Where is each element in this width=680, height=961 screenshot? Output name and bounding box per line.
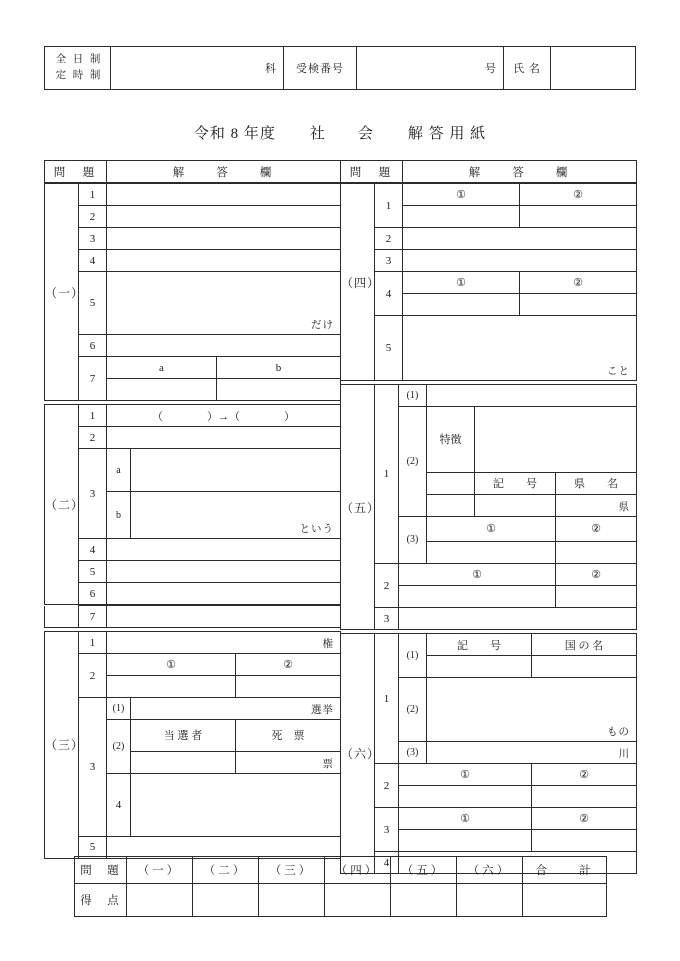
score-value-2[interactable] — [193, 884, 259, 917]
answer-2-5[interactable] — [107, 561, 341, 583]
qno-6-3: 3 — [375, 808, 399, 852]
qno-4-2: 2 — [375, 228, 403, 250]
answer-4-1-2[interactable] — [520, 206, 637, 228]
qno-5-2: 2 — [375, 564, 399, 608]
subhead-3-3-2-a: 当 選 者 — [131, 720, 236, 752]
score-col-6: （六） — [457, 857, 523, 884]
qno-5-3: 3 — [375, 608, 399, 630]
answer-4-1-1[interactable] — [403, 206, 520, 228]
answer-4-5[interactable] — [403, 316, 637, 381]
answer-3-1[interactable] — [107, 632, 341, 654]
block-4 — [340, 183, 637, 381]
score-value-3[interactable] — [259, 884, 325, 917]
qno-1-3: 3 — [79, 228, 107, 250]
subhead-6-1-1-kuni: 国 の 名 — [532, 634, 637, 656]
score-value-6[interactable] — [457, 884, 523, 917]
answer-5-1-2-kigou[interactable] — [475, 494, 556, 516]
subhead-4-4-1: ① — [403, 272, 520, 294]
qno-4-3: 3 — [375, 250, 403, 272]
subhead-6-1-1-kigou: 記 号 — [427, 634, 532, 656]
answer-6-2-2[interactable] — [532, 786, 637, 808]
answer-6-1-2[interactable] — [427, 678, 637, 742]
score-col-1: （一） — [127, 857, 193, 884]
answer-5-2-1[interactable] — [399, 586, 556, 608]
exam-number-field[interactable] — [357, 47, 504, 90]
subno-6-1-1: (1) — [399, 634, 427, 678]
subhead-3-2-1: ① — [107, 654, 236, 676]
answer-6-1-1-kigou[interactable] — [427, 656, 532, 678]
score-value-4[interactable] — [325, 884, 391, 917]
header-answer-right: 解 答 欄 — [403, 161, 637, 183]
suffix-3-1: 権 — [322, 639, 335, 650]
answer-2-7[interactable] — [107, 606, 341, 628]
suffix-1-5: だけ — [311, 320, 334, 331]
qno-3-2: 2 — [79, 654, 107, 698]
answer-2-3-a[interactable] — [131, 449, 341, 492]
title-year: 令和 8 年度 — [193, 126, 276, 142]
subno-5-1-1: (1) — [399, 385, 427, 407]
left-column-header — [44, 160, 341, 183]
subno-3-3-2: (2) — [107, 720, 131, 774]
qno-4-1: 1 — [375, 184, 403, 228]
subhead-5-1-3-1: ① — [427, 516, 556, 542]
subhead-6-2-1: ① — [399, 764, 532, 786]
header-info-table — [44, 46, 636, 90]
qno-3-1: 1 — [79, 632, 107, 654]
subhead-5-1-2-kigou: 記 号 — [475, 472, 556, 494]
left-column — [44, 160, 340, 874]
title-sheet: 解 答 用 紙 — [407, 126, 487, 142]
suffix-2-3-b: という — [299, 524, 334, 535]
qno-2-3: 3 — [79, 449, 107, 539]
score-col-2: （二） — [193, 857, 259, 884]
right-column-header — [340, 160, 637, 183]
block-6 — [340, 633, 637, 874]
qno-4-5: 5 — [375, 316, 403, 381]
answer-5-1-2-feature[interactable] — [475, 407, 637, 473]
answer-3-4[interactable] — [131, 773, 341, 836]
group-label-1: （一） — [45, 184, 79, 401]
answer-6-3-1[interactable] — [399, 830, 532, 852]
answer-1-1[interactable] — [107, 184, 341, 206]
score-table-wrap — [74, 856, 606, 917]
suffix-5-1-2: 県 — [618, 501, 631, 513]
subhead-1-7-a: a — [107, 357, 217, 379]
score-header-label: 問 題 — [75, 857, 127, 884]
suffix-6-1-2: もの — [607, 727, 630, 738]
exam-number-unit: 号 — [485, 63, 497, 75]
suffix-6-1-3: 川 — [618, 749, 630, 760]
subhead-3-3-2-b: 死 票 — [236, 720, 341, 752]
subno-5-1-2: (2) — [399, 407, 427, 517]
qno-1-6: 6 — [79, 335, 107, 357]
answer-4-4-2[interactable] — [520, 294, 637, 316]
qno-6-2: 2 — [375, 764, 399, 808]
score-col-5: （五） — [391, 857, 457, 884]
group-label-2: （二） — [45, 405, 79, 605]
qno-3-5: 5 — [79, 836, 107, 858]
subhead-4-4-2: ② — [520, 272, 637, 294]
suffix-3-3-2: 票 — [322, 758, 335, 770]
answer-5-1-1[interactable] — [427, 385, 637, 407]
block-2 — [44, 404, 341, 605]
answer-6-3-2[interactable] — [532, 830, 637, 852]
qno-2-6: 6 — [79, 583, 107, 605]
answer-5-1-3-2[interactable] — [556, 542, 637, 564]
answer-4-2[interactable] — [403, 228, 637, 250]
name-label: 氏 名 — [504, 47, 551, 90]
answer-3-2-2[interactable] — [236, 676, 341, 698]
subno-5-1-3: (3) — [399, 516, 427, 564]
course-label: 科 — [265, 63, 277, 75]
answer-3-5[interactable] — [107, 836, 341, 858]
qno-4-4: 4 — [375, 272, 403, 316]
exam-number-label: 受検番号 — [284, 47, 357, 90]
qno-3-3: 3 — [79, 698, 107, 837]
qno-2-4: 4 — [79, 539, 107, 561]
answer-4-3[interactable] — [403, 250, 637, 272]
qno-5-1: 1 — [375, 385, 399, 564]
answer-3-3-2-a[interactable] — [131, 751, 236, 773]
school-mode-line1: 全 日 制 — [55, 53, 103, 65]
answer-6-2-1[interactable] — [399, 786, 532, 808]
score-col-3: （三） — [259, 857, 325, 884]
answer-5-1-2-ken[interactable] — [556, 494, 637, 516]
subhead-4-1-1: ① — [403, 184, 520, 206]
subno-6-1-2: (2) — [399, 678, 427, 742]
answer-5-2-2[interactable] — [556, 586, 637, 608]
subno-6-1-3: (3) — [399, 742, 427, 764]
suffix-3-3-1: 選挙 — [311, 705, 335, 716]
subhead-1-7-b: b — [217, 357, 341, 379]
subhead-3-2-2: ② — [236, 654, 341, 676]
qno-2-5: 5 — [79, 561, 107, 583]
score-value-total[interactable] — [523, 884, 607, 917]
answer-1-5[interactable] — [107, 272, 341, 335]
answer-1-6[interactable] — [107, 335, 341, 357]
header-question-right: 問 題 — [341, 161, 403, 183]
qno-1-4: 4 — [79, 250, 107, 272]
qno-2-7: 7 — [79, 606, 107, 628]
score-points-label: 得 点 — [75, 884, 127, 917]
subhead-5-2-1: ① — [399, 564, 556, 586]
subhead-6-2-2: ② — [532, 764, 637, 786]
answer-6-1-1-kuni[interactable] — [532, 656, 637, 678]
qno-1-5: 5 — [79, 272, 107, 335]
answer-2-6[interactable] — [107, 583, 341, 605]
qno-1-7: 7 — [79, 357, 107, 401]
qno-1-2: 2 — [79, 206, 107, 228]
qno-3-4: 4 — [107, 773, 131, 836]
name-field[interactable] — [551, 47, 636, 90]
subhead-5-1-2-ken: 県 名 — [556, 472, 637, 494]
right-column — [340, 160, 636, 874]
answer-1-7-a[interactable] — [107, 379, 217, 401]
qno-6-1: 1 — [375, 634, 399, 764]
subhead-5-1-3-2: ② — [556, 516, 637, 542]
answer-3-3-2-b[interactable] — [236, 751, 341, 773]
header-question-left: 問 題 — [45, 161, 107, 183]
answer-2-1[interactable]: （ ）→（ ） — [107, 405, 341, 427]
answer-1-4[interactable] — [107, 250, 341, 272]
group-label-6: （六） — [341, 634, 375, 874]
subhead-4-1-2: ② — [520, 184, 637, 206]
block-1 — [44, 183, 341, 401]
group-label-5: （五） — [341, 385, 375, 630]
school-mode-line2: 定 時 制 — [55, 70, 103, 81]
block-5 — [340, 384, 637, 630]
subhead-6-3-2: ② — [532, 808, 637, 830]
answer-2-2[interactable] — [107, 427, 341, 449]
group-label-4: （四） — [341, 184, 375, 381]
answer-grid — [44, 160, 636, 874]
answer-2-4[interactable] — [107, 539, 341, 561]
course-field[interactable] — [111, 47, 284, 90]
block-3 — [44, 631, 341, 859]
label-5-1-2: 特徴 — [427, 407, 475, 473]
suffix-4-5: こと — [607, 366, 630, 377]
qno-2-2: 2 — [79, 427, 107, 449]
answer-1-3[interactable] — [107, 228, 341, 250]
subno-3-3-1: (1) — [107, 698, 131, 720]
score-value-5[interactable] — [391, 884, 457, 917]
page-title — [44, 122, 636, 143]
answer-4-4-1[interactable] — [403, 294, 520, 316]
qno-6-4: 4 — [375, 852, 399, 874]
group-label-3: （三） — [45, 632, 79, 859]
header-answer-left: 解 答 欄 — [107, 161, 341, 183]
answer-6-1-3[interactable] — [427, 742, 637, 764]
answer-5-3[interactable] — [399, 608, 637, 630]
score-col-4: （四） — [325, 857, 391, 884]
score-col-total: 合 計 — [523, 857, 607, 884]
block-2-row7 — [44, 605, 341, 628]
title-subject: 社 会 — [309, 126, 374, 142]
subno-2-3-b: b — [107, 492, 131, 539]
school-mode-label — [45, 47, 111, 90]
answer-1-2[interactable] — [107, 206, 341, 228]
subhead-6-3-1: ① — [399, 808, 532, 830]
answer-2-3-b[interactable] — [131, 492, 341, 539]
subno-2-3-a: a — [107, 449, 131, 492]
answer-3-3-1[interactable] — [131, 698, 341, 720]
score-value-1[interactable] — [127, 884, 193, 917]
answer-5-1-3-1[interactable] — [427, 542, 556, 564]
qno-1-1: 1 — [79, 184, 107, 206]
answer-1-7-b[interactable] — [217, 379, 341, 401]
qno-2-1: 1 — [79, 405, 107, 427]
subhead-5-2-2: ② — [556, 564, 637, 586]
answer-3-2-1[interactable] — [107, 676, 236, 698]
score-table — [74, 856, 607, 917]
